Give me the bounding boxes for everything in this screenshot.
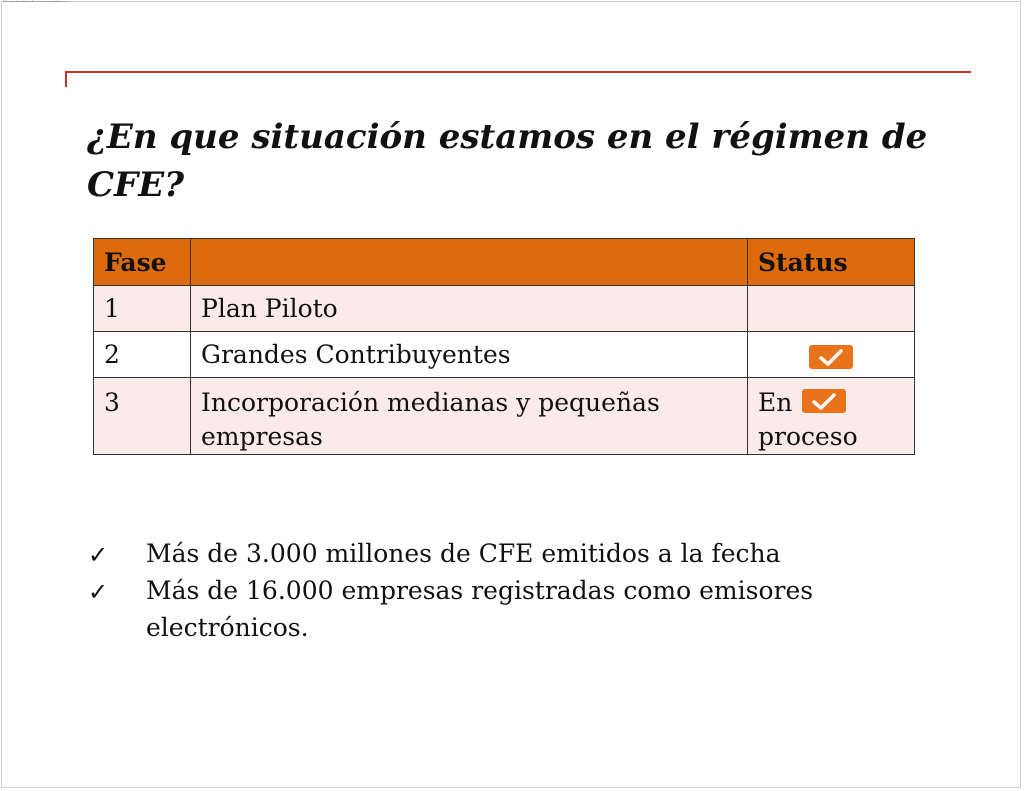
cell-fase: 3 [94,378,191,455]
check-icon [802,389,846,413]
cell-fase: 1 [94,286,191,332]
accent-rule-horizontal [65,71,971,73]
accent-rule-vertical [65,71,67,87]
cell-status [748,286,915,332]
cell-status [748,378,915,455]
phase-status-table [93,238,915,455]
table-row [94,378,915,455]
cell-description: Plan Piloto [191,286,748,332]
check-icon [809,345,853,369]
summary-bullet-list [88,535,948,646]
checkmark-icon: ✓ [88,578,109,606]
bullet-text: Más de 3.000 millones de CFE emitidos a la fecha [146,539,781,568]
list-item [88,535,948,572]
checkmark-icon: ✓ [88,541,109,569]
cell-description: Grandes Contribuyentes [191,332,748,378]
header-description [191,239,748,286]
header-status: Status [748,239,915,286]
table-header-row [94,239,915,286]
cell-description: Incorporación medianas y pequeñas empresas [191,378,748,455]
bullet-text: Más de 16.000 empresas registradas como emisores electrónicos. [146,576,814,642]
header-fase: Fase [94,239,191,286]
cell-fase: 2 [94,332,191,378]
status-text-line1: En [758,388,793,417]
cell-status [748,332,915,378]
table-row [94,332,915,378]
header-note: PDF created with pdfFactory Pro trial version www.pdffactory.com [3,1,69,3]
list-item [88,572,948,646]
table-row [94,286,915,332]
status-text-line2: proceso [758,422,858,451]
slide-title: ¿En que situación estamos en el régimen de CFE? [87,117,928,205]
